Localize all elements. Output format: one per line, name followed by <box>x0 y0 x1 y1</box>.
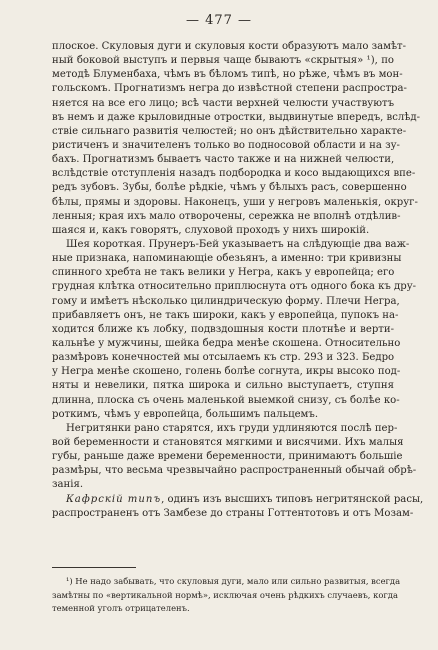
body-line: роткимъ, чѣмъ у европейца, большимъ пальцемъ. <box>52 408 319 420</box>
page-number: — 477 — <box>185 13 253 28</box>
body-line: ристиченъ и значителенъ только во подносовой области и на зу- <box>52 139 400 151</box>
body-line: гольскомъ. Прогнатизмъ негра до извѣстной степени распростра- <box>52 83 407 95</box>
body-line: Негритянки рано старятся, ихъ груди удлиняются послѣ пер- <box>66 422 398 434</box>
body-line: ные признака, напоминающіе обезьянъ, а именно: три кривизны <box>52 253 402 265</box>
body-line: въ немъ и даже крыловидные отростки, выдвинутые впередъ, вслѣд- <box>52 111 421 123</box>
body-text <box>52 40 424 521</box>
body-line: шаяся и, какъ говорятъ, слуховой проходъ у нихъ широкій. <box>52 224 370 236</box>
body-line: бахъ. Прогнатизмъ бываетъ часто также и на нижней челюсти, <box>52 154 395 166</box>
body-line: кальнѣе у мужчины, шейка бедра менѣе скошена. Относительно <box>52 337 401 349</box>
body-line: ленныя; края ихъ мало отворочены, сережка не вполнѣ отдѣлив- <box>52 210 401 222</box>
body-line: занія. <box>52 479 84 491</box>
footnotes <box>52 575 401 616</box>
footnote-line: теменной уголъ отрицателенъ. <box>52 603 190 613</box>
body-line: бѣлы, прямы и здоровы. Наконецъ, уши у негровъ маленькія, округ- <box>52 196 418 208</box>
kafr-line-rest: , одинъ изъ высшихъ типовъ негритянской расы, <box>161 493 424 505</box>
body-line: размѣровъ конечностей мы отсылаемъ къ стр. 293 и 323. Бедро <box>52 352 395 364</box>
body-line: у Негра менѣе скошено, голень болѣе согнута, икры высоко под- <box>52 366 401 378</box>
footnote-rule <box>52 567 136 568</box>
body-line-last: распространенъ отъ Замбезе до страны Готтентотовъ и отъ Мозам- <box>52 507 414 519</box>
body-line: длинна, плоска съ очень маленькой выемкой снизу, съ болѣе ко- <box>52 394 400 406</box>
body-line: ный боковой выступъ и первыя чаще бываютъ «скрытыя» ¹), по <box>52 55 394 67</box>
body-line: вслѣдствіе отступленія назадъ подбородка и косо выдающихся впе- <box>52 168 416 180</box>
body-line: гому и имѣетъ нѣсколько цилиндрическую форму. Плечи Негра, <box>52 295 400 307</box>
body-line: ствіе сильнаго развитія челюстей; но онъ дѣйствительно характе- <box>52 125 407 137</box>
body-line: спинного хребта не такъ велики у Негра, какъ у европейца; его <box>52 267 395 279</box>
body-line: няты и невелики, пятка широка и сильно выступаетъ, ступня <box>52 380 394 392</box>
body-line-kafr <box>52 493 424 507</box>
body-line: плоское. Скуловыя дуги и скуловыя кости образуютъ мало замѣт- <box>52 41 407 52</box>
footnote-line: ¹) Не надо забывать, что скуловыя дуги, мало или сильно развитыя, всегда <box>66 576 401 586</box>
kafr-type-term: Кафрскій типъ <box>66 493 162 505</box>
body-line: методѣ Блуменбаха, чѣмъ въ бѣломъ типѣ, но рѣже, чѣмъ въ мон- <box>52 69 403 81</box>
body-line: редъ зубовъ. Зубы, болѣе рѣдкіе, чѣмъ у бѣлыхъ расъ, совершенно <box>52 182 407 194</box>
footnote-line: замѣтны по «вертикальной нормѣ», исключая очень рѣдкихъ случаевъ, когда <box>52 589 398 600</box>
body-line: няется на все его лицо; всѣ части верхней челюсти участвуютъ <box>52 97 394 109</box>
body-line: губы, раньше даже времени беременности, принимаютъ большіе <box>52 451 403 463</box>
body-line: размѣры, что весьма чрезвычайно распространенный обычай обрѣ- <box>52 465 417 477</box>
body-line: ходится ближе къ лобку, подвздошныя кости плотнѣе и верти- <box>52 323 394 335</box>
body-line: грудная клѣтка относительно приплюснута отъ одного бока къ дру- <box>52 281 417 293</box>
body-line: Шея короткая. Прунеръ-Бей указываетъ на слѣдующіе два важ- <box>66 238 410 250</box>
body-line: вой беременности и становятся мягкими и висячими. Ихъ малыя <box>52 436 404 448</box>
body-line: прибавляетъ онъ, не такъ широки, какъ у европейца, пупокъ на- <box>52 309 399 321</box>
